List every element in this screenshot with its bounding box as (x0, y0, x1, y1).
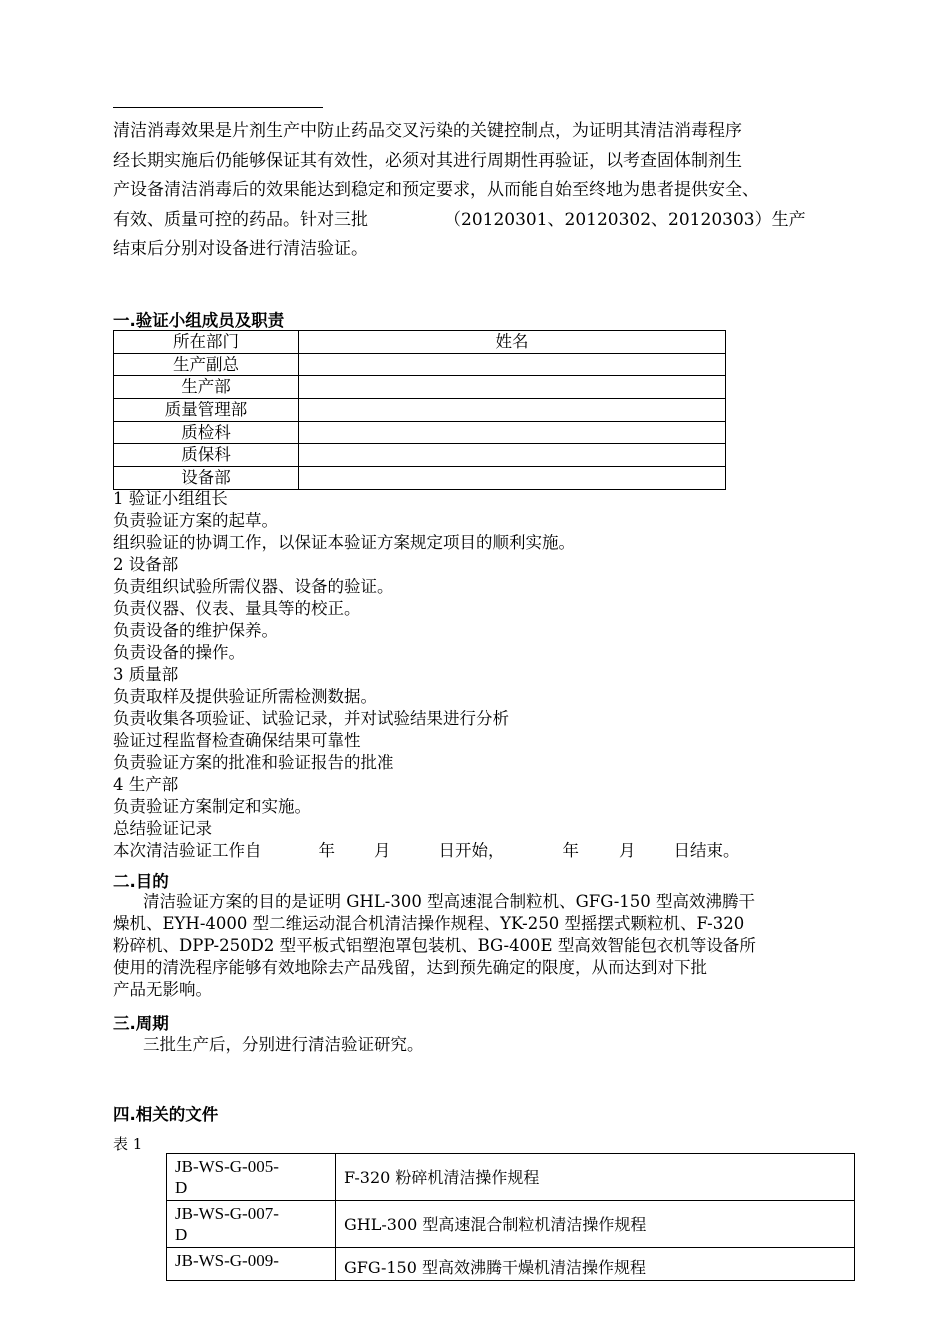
period-end: 日结束。 (673, 841, 740, 860)
purpose-paragraph (113, 891, 756, 1001)
doc-code-cell (167, 1154, 336, 1201)
intro-line: 清洁消毒效果是片剂生产中防止药品交叉污染的关键控制点，为证明其清洁消毒程序 (113, 121, 742, 141)
table-row (114, 421, 726, 444)
duty-line: 负责组织试验所需仪器、设备的验证。 (113, 577, 394, 596)
section-heading-period: 三.周期 (113, 1014, 169, 1033)
purpose-line: 燥机、EYH-4000 型二维运动混合机清洁操作规程、YK-250 型摇摆式颗粒机、F-320 (113, 914, 745, 933)
intro-line-part: （20120301、20120302、20120303）生产 (444, 209, 806, 230)
intro-line: 结束后分别对设备进行清洁验证。 (113, 239, 368, 260)
duty-line: 负责取样及提供验证所需检测数据。 (113, 687, 377, 706)
purpose-line: 粉碎机、DPP-250D2 型平板式铝塑泡罩包装机、BG-400E 型高效智能包衣机等设备所 (113, 936, 756, 955)
intro-paragraph (113, 117, 848, 265)
period-year: 年 (318, 841, 335, 860)
name-cell[interactable] (299, 376, 726, 399)
footnote-rule (113, 107, 323, 108)
doc-code: JB-WS-G-007- (175, 1204, 279, 1223)
section-heading-members: 一.验证小组成员及职责 (113, 311, 285, 330)
period-text: 三批生产后，分别进行清洁验证研究。 (143, 1035, 424, 1054)
header-department: 所在部门 (114, 331, 299, 354)
department-cell: 质量管理部 (114, 399, 299, 422)
duty-line: 验证过程监督检查确保结果可靠性 (113, 731, 361, 750)
duty-line: 负责验证方案的批准和验证报告的批准 (113, 753, 394, 772)
duty-line: 负责设备的维护保养。 (113, 621, 278, 640)
department-cell: 质检科 (114, 421, 299, 444)
duty-line: 2 设备部 (113, 555, 179, 574)
members-table (113, 330, 726, 490)
table-label: 表 1 (113, 1135, 143, 1153)
table-row (167, 1248, 855, 1281)
table-row (114, 353, 726, 376)
doc-title-cell: GFG-150 型高效沸腾干燥机清洁操作规程 (336, 1248, 855, 1281)
purpose-line: 产品无影响。 (113, 980, 212, 999)
name-cell[interactable] (299, 399, 726, 422)
period-year: 年 (562, 841, 579, 860)
table-row (114, 444, 726, 467)
doc-code-cell (167, 1201, 336, 1248)
duties-list (113, 488, 740, 862)
documents-table (166, 1153, 855, 1281)
duty-line: 组织验证的协调工作，以保证本验证方案规定项目的顺利实施。 (113, 533, 575, 552)
duty-line: 总结验证记录 (113, 819, 212, 838)
duty-line: 负责验证方案的起草。 (113, 511, 278, 530)
doc-code-suffix: D (175, 1178, 188, 1197)
duty-line: 负责收集各项验证、试验记录，并对试验结果进行分析 (113, 709, 509, 728)
duty-line: 3 质量部 (113, 665, 179, 684)
period-text: 本次清洁验证工作自 (113, 841, 262, 860)
duty-line: 负责验证方案制定和实施。 (113, 797, 311, 816)
period-start: 日开始， (438, 841, 505, 860)
intro-line (113, 206, 848, 236)
department-cell: 生产部 (114, 376, 299, 399)
name-cell[interactable] (299, 444, 726, 467)
department-cell: 质保科 (114, 444, 299, 467)
name-cell[interactable] (299, 421, 726, 444)
table-row (167, 1201, 855, 1248)
header-name: 姓名 (299, 331, 726, 354)
department-cell: 生产副总 (114, 353, 299, 376)
doc-title-cell: GHL-300 型高速混合制粒机清洁操作规程 (336, 1201, 855, 1248)
duty-line: 1 验证小组组长 (113, 489, 228, 508)
doc-code-suffix: D (175, 1225, 188, 1244)
duty-line: 负责仪器、仪表、量具等的校正。 (113, 599, 361, 618)
department-cell: 设备部 (114, 467, 299, 490)
period-month: 月 (619, 841, 636, 860)
duty-line: 负责设备的操作。 (113, 643, 245, 662)
intro-line: 产设备清洁消毒后的效果能达到稳定和预定要求，从而能自始至终地为患者提供安全、 (113, 180, 759, 201)
name-cell[interactable] (299, 467, 726, 490)
doc-code-cell (167, 1248, 336, 1281)
intro-line-part: 有效、质量可控的药品。针对三批 (113, 209, 368, 230)
table-row (114, 467, 726, 490)
section-heading-documents: 四.相关的文件 (113, 1105, 219, 1124)
period-paragraph (113, 1034, 424, 1056)
purpose-line: 清洁验证方案的目的是证明 GHL-300 型高速混合制粒机、GFG-150 型高效沸腾干 (143, 892, 756, 911)
table-row (114, 376, 726, 399)
purpose-line: 使用的清洗程序能够有效地除去产品残留，达到预先确定的限度，从而达到对下批 (113, 958, 707, 977)
intro-line: 经长期实施后仍能够保证其有效性，必须对其进行周期性再验证，以考查固体制剂生 (113, 150, 742, 171)
name-cell[interactable] (299, 353, 726, 376)
table-header-row (114, 331, 726, 354)
period-month: 月 (374, 841, 391, 860)
doc-code: JB-WS-G-009- (175, 1251, 279, 1270)
table-row (114, 399, 726, 422)
section-heading-purpose: 二.目的 (113, 872, 169, 891)
period-line (113, 840, 740, 862)
duty-line: 4 生产部 (113, 775, 179, 794)
doc-code: JB-WS-G-005- (175, 1157, 279, 1176)
doc-title-cell: F-320 粉碎机清洁操作规程 (336, 1154, 855, 1201)
table-row (167, 1154, 855, 1201)
